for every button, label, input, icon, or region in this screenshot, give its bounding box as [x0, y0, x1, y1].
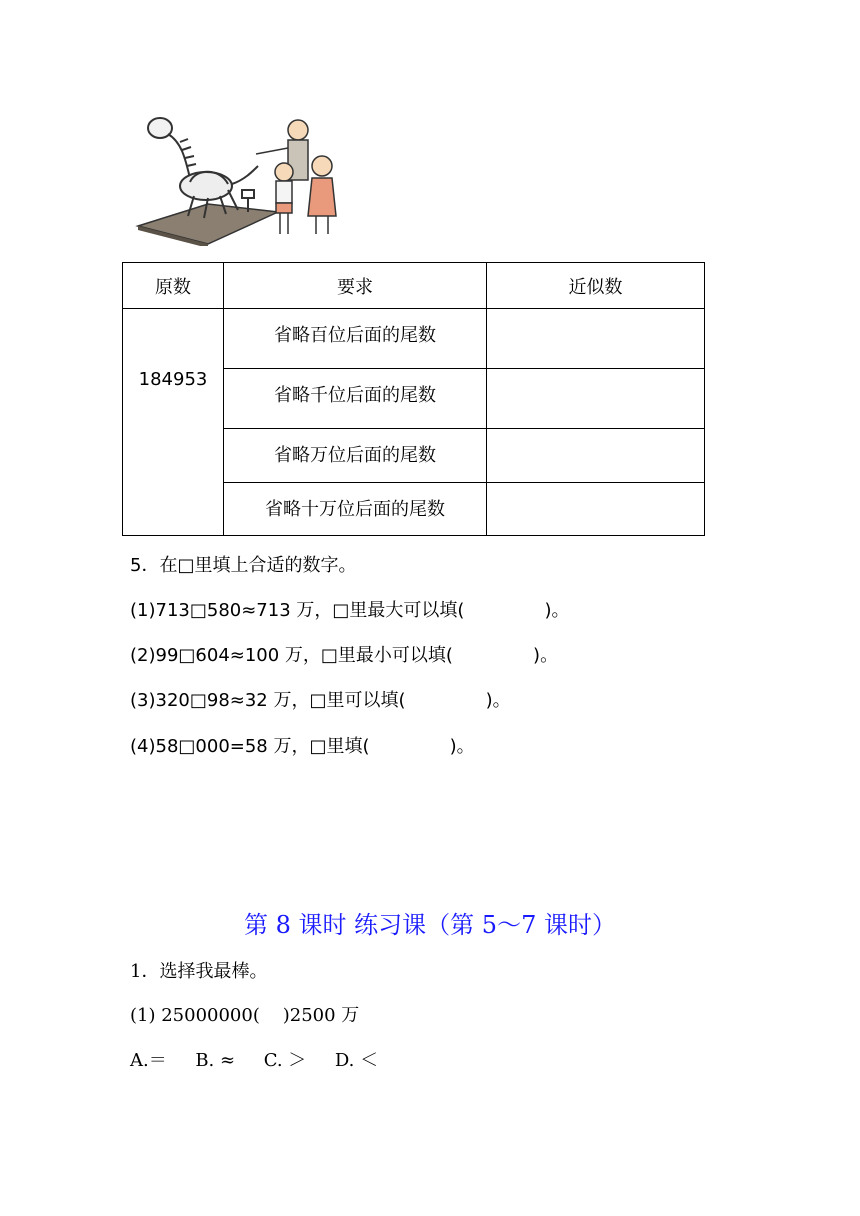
requirement-cell: 省略百位后面的尾数 [224, 309, 487, 369]
table-row [123, 309, 705, 369]
table-header-row [123, 263, 705, 309]
question-1-item-1: (1) 25000000( )2500 万 [130, 1005, 360, 1026]
question-5-title: 5．在□里填上合适的数字。 [130, 555, 357, 576]
question-1-options: A.＝ B. ≈ C. ＞ D. ＜ [130, 1050, 379, 1071]
lesson-title: 第 8 课时 练习课（第 5～7 课时） [244, 911, 616, 939]
museum-illustration [128, 108, 348, 246]
requirement-cell: 省略万位后面的尾数 [224, 429, 487, 483]
question-5-item-3: (3)320□98≈32 万，□里可以填( )。 [130, 690, 511, 711]
approx-answer-cell[interactable] [487, 429, 705, 483]
question-5-item-2: (2)99□604≈100 万，□里最小可以填( )。 [130, 645, 559, 666]
header-original: 原数 [123, 263, 224, 309]
question-5-item-1: (1)713□580≈713 万，□里最大可以填( )。 [130, 600, 570, 621]
requirement-cell: 省略十万位后面的尾数 [224, 483, 487, 536]
requirement-cell: 省略千位后面的尾数 [224, 369, 487, 429]
original-number-cell: 184953 [123, 309, 224, 536]
approx-answer-cell[interactable] [487, 483, 705, 536]
approx-answer-cell[interactable] [487, 369, 705, 429]
question-1-title: 1．选择我最棒。 [130, 961, 268, 982]
approx-answer-cell[interactable] [487, 309, 705, 369]
approximation-table [122, 262, 705, 536]
header-requirement: 要求 [224, 263, 487, 309]
header-approx: 近似数 [487, 263, 705, 309]
question-5-item-4: (4)58□000=58 万，□里填( )。 [130, 736, 475, 757]
